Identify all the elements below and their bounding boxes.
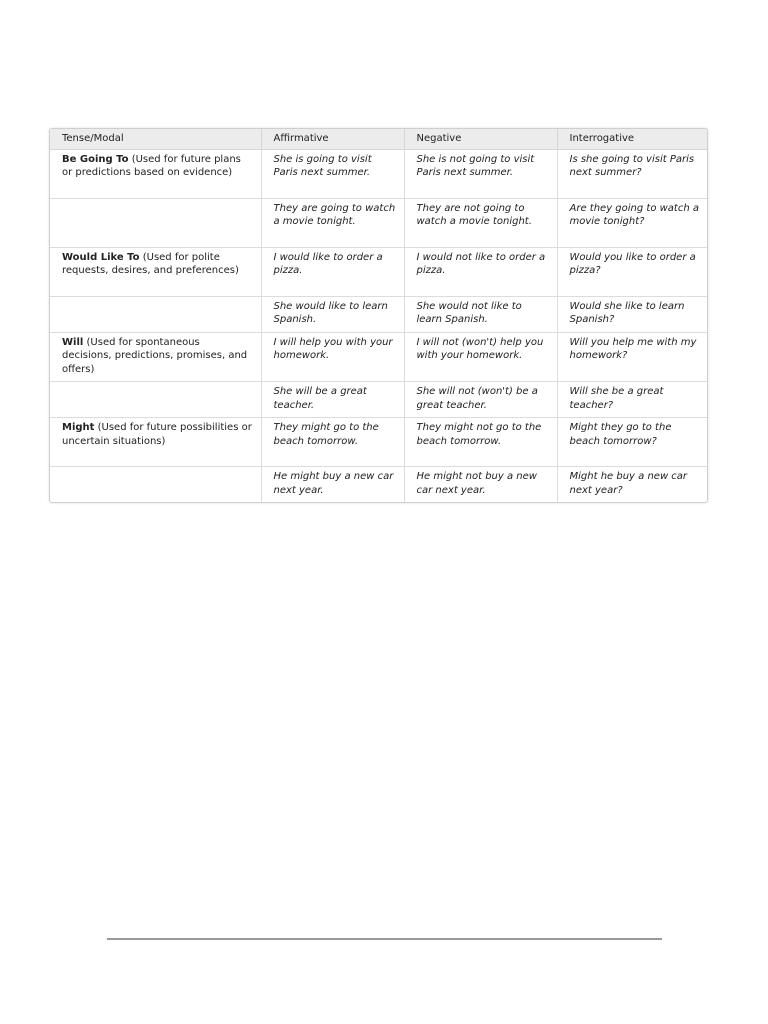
tense-cell [50,198,261,247]
tense-name: Might [62,422,95,433]
grammar-table [49,128,708,503]
affirmative-cell: She will be a great teacher. [261,382,404,418]
tense-cell [50,296,261,332]
tense-cell [50,332,261,382]
tense-cell [50,247,261,296]
table-row [50,149,707,198]
tense-name: Would Like To [62,251,140,263]
negative-cell: She is not going to visit Paris next summer. [404,149,557,198]
interrogative-cell: Would she like to learn Spanish? [557,296,707,332]
interrogative-cell: Will she be a great teacher? [557,382,707,418]
interrogative-cell: Are they going to watch a movie tonight? [557,198,707,247]
table-row [50,296,707,332]
interrogative-cell: Might they go to the beach tomorrow? [557,418,707,467]
tense-note: (Used for future possibilities or uncertain situations) [62,422,252,447]
negative-cell: They are not going to watch a movie tonight. [404,198,557,247]
table-row [50,467,707,503]
interrogative-cell: Might he buy a new car next year? [569,471,688,496]
header-tense-modal: Tense/Modal [50,129,261,149]
tense-note: (Used for future plans or predictions based on evidence) [62,153,241,178]
table-row [50,382,707,418]
interrogative-cell: Would you like to order a pizza? [557,247,707,296]
table-row [50,198,707,247]
tense-name: Be Going To [62,153,129,165]
tense-name: Will [62,336,84,348]
header-affirmative: Affirmative [261,129,404,149]
affirmative-cell: They might go to the beach tomorrow. [261,418,404,467]
table-row [50,418,707,467]
table-row [50,247,707,296]
tense-cell [50,382,261,418]
header-negative: Negative [404,129,557,149]
interrogative-cell: Will you help me with my homework? [557,332,707,382]
tense-note: (Used for polite requests, desires, and preferences) [62,251,239,276]
negative-cell: I will not (won't) help you with your homework. [404,332,557,382]
page-footer-divider [107,938,662,940]
table-row [50,332,707,382]
affirmative-cell: He might buy a new car next year. [261,467,404,503]
negative-cell: She would not like to learn Spanish. [404,296,557,332]
affirmative-cell: She is going to visit Paris next summer. [261,149,404,198]
table-header-row [50,129,707,149]
negative-cell: She will not (won't) be a great teacher. [404,382,557,418]
tense-cell [50,467,261,503]
tense-modal-table [50,129,707,502]
interrogative-cell: Is she going to visit Paris next summer? [557,149,707,198]
tense-note: (Used for spontaneous decisions, predictions, promises, and offers) [62,336,248,375]
tense-cell [50,418,261,467]
header-interrogative: Interrogative [557,129,707,149]
affirmative-cell: They are going to watch a movie tonight. [261,198,404,247]
negative-cell: He might not buy a new car next year. [404,467,557,503]
affirmative-cell: I will help you with your homework. [261,332,404,382]
negative-cell: I would not like to order a pizza. [404,247,557,296]
affirmative-cell: She would like to learn Spanish. [261,296,404,332]
negative-cell: They might not go to the beach tomorrow. [404,418,557,467]
affirmative-cell: I would like to order a pizza. [261,247,404,296]
tense-cell [50,149,261,198]
